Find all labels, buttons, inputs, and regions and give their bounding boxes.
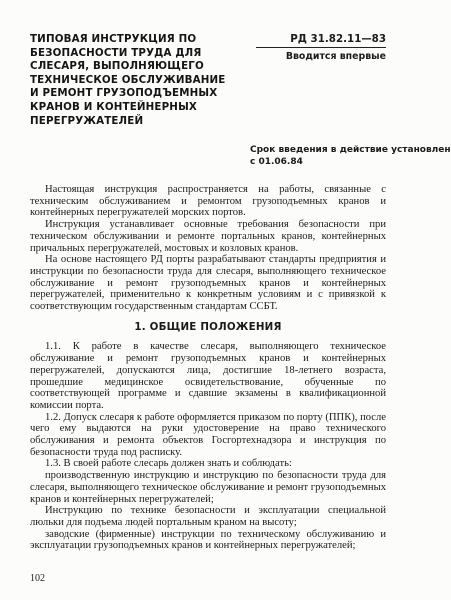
paragraph: 1.1. К работе в качестве слесаря, выполняющего техническое обслуживание и ремонт грузоподъемных кранов и контейнерных перегружателей, допускаются лица, достигшие 18-летнего возраста, прошедшие медицинское освидетельствование, обученные по соответствующей программе и сдавшие экзамены в квалификационной комиссии порта. (30, 341, 386, 411)
document-body (30, 184, 386, 552)
list-item: Инструкцию по технике безопасности и эксплуатации специальной люльки для подъема людей портальным краном на высоту; (30, 505, 386, 528)
page-number: 102 (30, 573, 45, 584)
paragraph: 1.3. В своей работе слесарь должен знать и соблюдать: (45, 458, 292, 470)
title-line: БЕЗОПАСНОСТИ ТРУДА ДЛЯ (30, 46, 202, 59)
effective-date-line: Срок введения в действие установлен (250, 145, 451, 155)
effective-date (250, 145, 451, 169)
paragraph: На основе настоящего РД порты разрабатывают стандарты предприятия и инструкции по безопасности труда для слесаря, выполняющего техническое обслуживание и ремонт грузоподъемных кранов и контейнерных перегружателей, применительно к конкретным условиям и с привязкой к соответствующим государственным стандартам ССБТ. (30, 254, 386, 313)
paragraph: 1.2. Допуск слесаря к работе оформляется приказом по порту (ППК), после чего ему выдаются на руки удостоверение на право технического обслуживания и ремонта объектов Госгортехнадзора и инструкция по безопасности труда под расписку. (30, 411, 387, 458)
title-line: ПЕРЕГРУЖАТЕЛЕЙ (30, 114, 144, 127)
paragraph: Инструкция устанавливает основные требования безопасности при техническом обслуживании и ремонте портальных кранов, контейнерных причальных перегружателей, мостовых и козловых кранов. (30, 219, 386, 254)
introduction-note: Вводится впервые (285, 51, 386, 62)
list-item: производственную инструкцию и инструкцию по безопасности труда для слесаря, выполняющего техническое обслуживание и ремонт грузоподъемных кранов и контейнерных перегружателей; (30, 470, 386, 505)
title-line: ТИПОВАЯ ИНСТРУКЦИЯ ПО (30, 33, 197, 45)
document-title (30, 33, 225, 128)
title-line: ТЕХНИЧЕСКОЕ ОБСЛУЖИВАНИЕ (30, 73, 226, 86)
title-line: И РЕМОНТ ГРУЗОПОДЪЕМНЫХ (30, 87, 218, 100)
paragraph: Настоящая инструкция распространяется на работы, связанные с техническим обслуживанием и ремонтом грузоподъемных кранов и контейнерных перегружателей морских портов. (30, 184, 386, 219)
effective-date-line: с 01.06.84 (250, 156, 303, 167)
section-heading: 1. ОБЩИЕ ПОЛОЖЕНИЯ (134, 320, 282, 333)
title-line: СЛЕСАРЯ, ВЫПОЛНЯЮЩЕГО (30, 60, 204, 73)
list-item: заводские (фирменные) инструкции по техническому обслуживанию и эксплуатации грузоподъемных кранов и контейнерных перегружателей; (30, 528, 386, 552)
document-code: РД 31.82.11—83 (256, 33, 386, 48)
title-line: КРАНОВ И КОНТЕЙНЕРНЫХ (30, 100, 197, 113)
document-code-block (256, 33, 386, 63)
